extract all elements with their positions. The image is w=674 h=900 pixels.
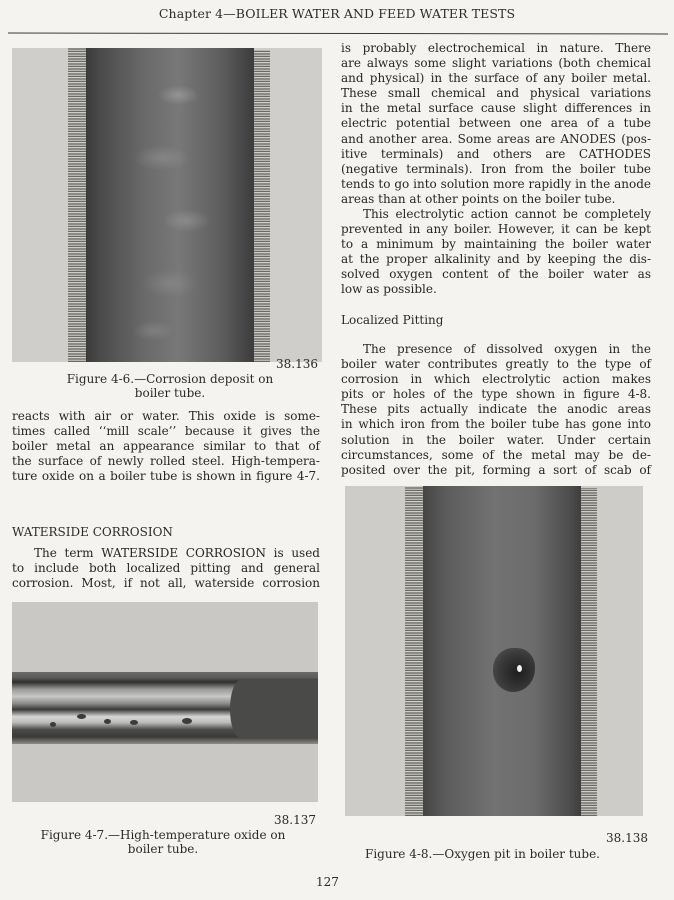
boiler-tube-icon <box>86 48 254 362</box>
wood-block-left <box>405 486 423 816</box>
right-paragraph-2: This electrolytic action cannot be completely prevented in any boiler. However, it can be kept to a minimum by maintaining the boiler water at the proper alkalinity and by keeping the dis- solved oxygen content of the boiler water as low as possible. <box>341 207 651 297</box>
left-paragraph-1: reacts with air or water. This oxide is some- times called ‘‘mill scale’’ because it gives the boiler metal an appearance similar to that of the surface of newly rolled steel. High-tempera- ture oxide on a boiler tube is shown in figure 4-7. <box>12 409 320 484</box>
figure-4-7-number: 38.137 <box>274 813 316 827</box>
figure-4-6-caption-line1: Figure 4-6.—Corrosion deposit on <box>66 372 274 386</box>
wood-block-left <box>68 48 86 362</box>
figure-4-8-number: 38.138 <box>606 831 648 845</box>
page-number: 127 <box>316 875 339 889</box>
figure-4-7-photo <box>12 602 318 802</box>
figure-4-6-photo <box>12 48 322 362</box>
wood-block-right <box>254 50 270 362</box>
figure-4-8-photo <box>345 486 643 816</box>
chapter-header: Chapter 4—BOILER WATER AND FEED WATER TESTS <box>158 6 516 21</box>
section-heading-waterside-corrosion: WATERSIDE CORROSION <box>12 525 173 539</box>
figure-4-6-caption-line2: boiler tube. <box>134 386 206 400</box>
figure-4-6-number: 38.136 <box>276 357 318 371</box>
right-paragraph-1: is probably electrochemical in nature. There are always some slight variations (both chemical and physical) in the surface of any boiler metal. These small chemical and physical variations in the metal surface cause slight differences in electric potential between one area of a tube and another area. Some areas are ANODES (pos- itive terminals) and others are CATHODES (negative terminals). Iron from the boiler tube tends to go into solution more rapidly in the anode areas than at other points on the boiler tube. <box>341 41 651 206</box>
subheading-localized-pitting: Localized Pitting <box>341 313 444 327</box>
right-paragraph-3: The presence of dissolved oxygen in the boiler water contributes greatly to the type of corrosion in which electrolytic action makes pits or holes of the type shown in figure 4-8. These pits actually indicate the anodic areas in which iron from the boiler tube has gone into solution in the boiler water. Under certain circumstances, some of the metal may be de- posited over the pit, forming a sort of scab of <box>341 342 651 477</box>
left-paragraph-2: The term WATERSIDE CORROSION is used to include both localized pitting and general corrosion. Most, if not all, waterside corrosion <box>12 546 320 591</box>
pit-highlight-icon <box>517 665 522 672</box>
header-rule <box>8 33 668 35</box>
tube-cut-end-icon <box>230 680 318 738</box>
figure-4-8-caption: Figure 4-8.—Oxygen pit in boiler tube. <box>365 847 600 861</box>
wood-block-right <box>581 488 597 816</box>
figure-4-7-caption-line2: boiler tube. <box>127 842 199 856</box>
figure-4-7-caption-line1: Figure 4-7.—High-temperature oxide on <box>40 828 286 842</box>
